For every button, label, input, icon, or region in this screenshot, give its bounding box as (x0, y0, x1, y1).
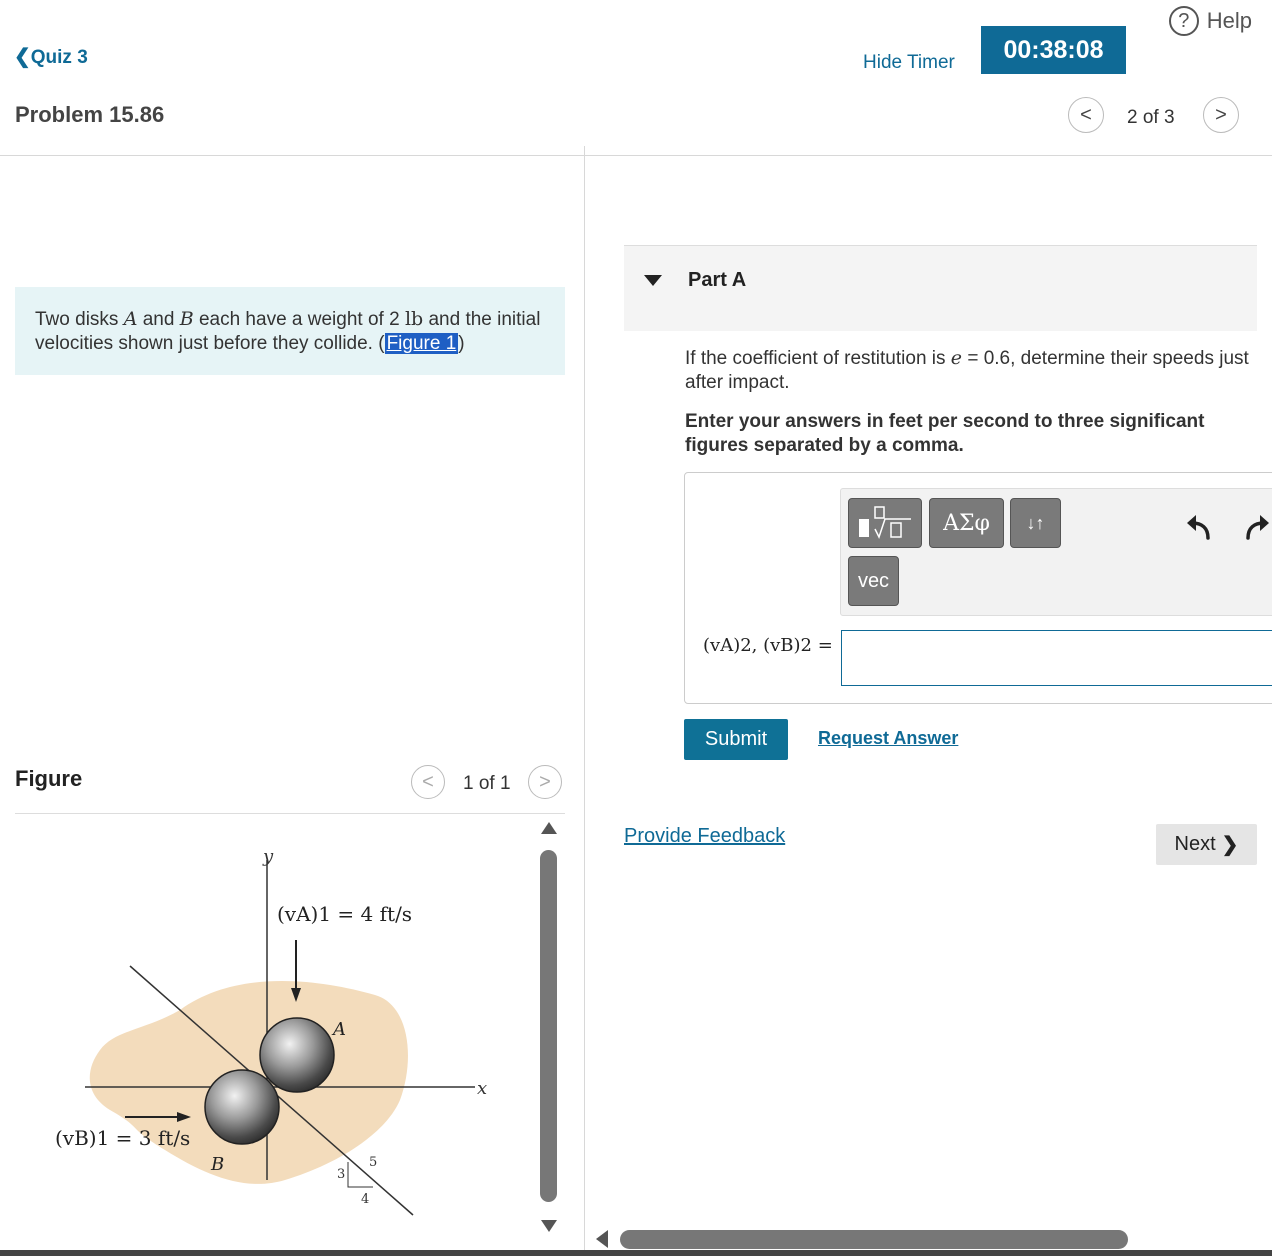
y-axis-label: y (263, 846, 274, 867)
figure-pager: 1 of 1 (463, 773, 511, 794)
velocity-a-label: (vA)1 = 4 ft/s (277, 902, 413, 926)
velocity-b-label: (vB)1 = 3 ft/s (55, 1126, 191, 1150)
figure-scrollbar-thumb[interactable] (540, 850, 557, 1202)
timer-display: 00:38:08 (981, 26, 1126, 74)
submit-button[interactable]: Submit (684, 719, 788, 760)
back-to-quiz-link[interactable]: ❮Quiz 3 (14, 46, 88, 68)
collision-figure (15, 830, 535, 1250)
chevron-left-icon: < (422, 770, 434, 793)
slope-3-label: 3 (337, 1167, 346, 1182)
next-button[interactable]: Next ❯ (1156, 824, 1257, 865)
disk-b (205, 1070, 279, 1144)
part-a-question: If the coefficient of restitution is e = 0.6, determine their speeds just after impact. (685, 347, 1249, 393)
pane-divider[interactable] (584, 146, 585, 1256)
slope-5-label: 5 (369, 1155, 378, 1170)
subscript-superscript-button[interactable]: ↓↑ (1010, 498, 1061, 548)
next-problem-button[interactable] (1203, 97, 1239, 133)
scroll-left-arrow[interactable] (596, 1230, 608, 1248)
help-button[interactable] (1169, 6, 1252, 36)
hide-timer-link[interactable]: Hide Timer (863, 52, 955, 73)
vector-button[interactable]: vec (848, 556, 899, 606)
scroll-down-arrow[interactable] (541, 1220, 557, 1232)
redo-icon[interactable] (1242, 512, 1272, 542)
figure-previous-button[interactable] (411, 765, 445, 799)
figure-divider (15, 813, 565, 814)
undo-icon[interactable] (1184, 512, 1214, 542)
answer-input[interactable] (841, 630, 1272, 686)
figure-link[interactable]: Figure 1 (386, 333, 457, 354)
disk-a (260, 1018, 334, 1092)
header-divider (0, 155, 1272, 156)
slope-4-label: 4 (361, 1192, 370, 1207)
figure-heading: Figure (15, 766, 83, 791)
templates-button[interactable] (848, 498, 922, 548)
greek-symbols-button[interactable]: ΑΣφ (929, 498, 1004, 548)
provide-feedback-link[interactable]: Provide Feedback (624, 825, 786, 847)
collapse-caret-icon[interactable] (644, 275, 662, 286)
problem-pager: 2 of 3 (1127, 107, 1175, 128)
chevron-right-icon: > (1215, 103, 1227, 126)
chevron-left-icon: < (1080, 103, 1092, 126)
bottom-border (0, 1250, 1272, 1256)
disk-b-label: B (211, 1154, 225, 1175)
horizontal-scrollbar-thumb[interactable] (620, 1230, 1128, 1249)
help-label: Help (1206, 8, 1252, 33)
part-a-title: Part A (688, 269, 747, 291)
problem-title: Problem 15.86 (15, 102, 165, 127)
x-axis-label: x (477, 1078, 488, 1099)
scroll-up-arrow[interactable] (541, 822, 557, 834)
chevron-right-icon: ❯ (1221, 834, 1239, 856)
matrix-sqrt-template-icon (855, 505, 915, 541)
disk-a-label: A (333, 1019, 346, 1040)
chevron-left-icon: ❮ (14, 46, 31, 68)
question-circle-icon: ? (1169, 6, 1199, 36)
figure-next-button[interactable] (528, 765, 562, 799)
request-answer-link[interactable]: Request Answer (818, 728, 959, 748)
previous-problem-button[interactable] (1068, 97, 1104, 133)
chevron-right-icon: > (539, 770, 551, 793)
problem-intro: Two disks A and B each have a weight of 2 lb and the initial velocities shown just before they collide. ( Figure 1 ) (15, 287, 565, 375)
answer-label: (vA)2, (vB)2 = (703, 635, 833, 656)
part-a-instructions: Enter your answers in feet per second to three significant figures separated by a comma. (685, 411, 1205, 456)
